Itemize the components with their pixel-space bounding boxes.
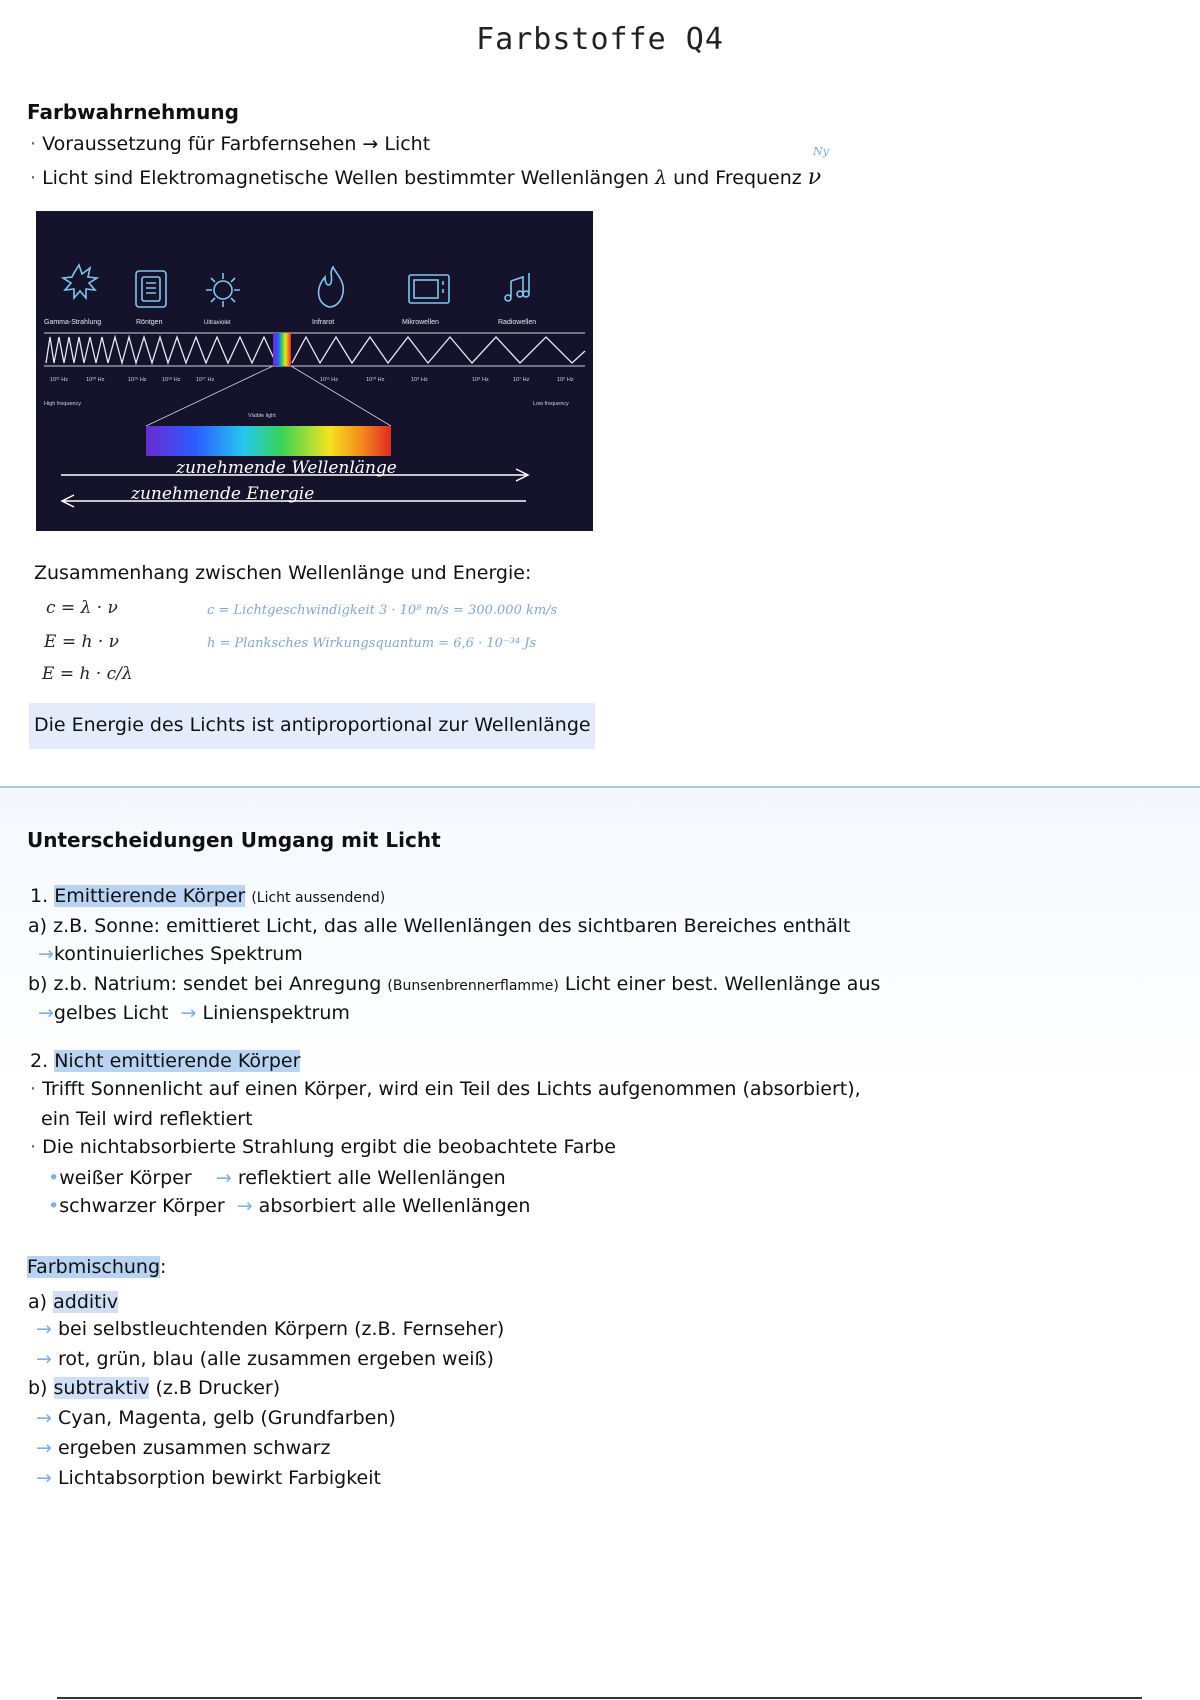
note-lichtgeschwindigkeit: c = Lichtgeschwindigkeit 3 · 10⁸ m/s = 300.000 km/s	[207, 603, 558, 618]
visible-light-label: Visible light	[248, 413, 276, 419]
nu-note: Ny	[813, 145, 829, 158]
svg-text:10¹⁷ Hz: 10¹⁷ Hz	[196, 377, 215, 383]
item1-line: 1. Emittierende Körper (Licht aussendend)	[30, 885, 386, 907]
svg-text:10¹¹ Hz: 10¹¹ Hz	[320, 377, 339, 383]
label-roentgen: Röntgen	[136, 319, 163, 326]
low-frequency-label: Low frequency	[533, 401, 569, 407]
heading-farbwahrnehmung: Farbwahrnehmung	[27, 100, 239, 124]
bullet-line-2: · Licht sind Elektromagnetische Wellen bestimmter Wellenlängen λ und Frequenz ν	[30, 165, 822, 190]
visible-spectrum-bar	[146, 426, 391, 456]
note-wirkungsquantum: h = Planksches Wirkungsquantum = 6,6 · 10⁻³⁴ Js	[207, 636, 537, 651]
heading-zusammenhang: Zusammenhang zwischen Wellenlänge und Energie:	[34, 562, 532, 584]
svg-text:10⁸ Hz: 10⁸ Hz	[472, 377, 489, 383]
item1-a-result: →kontinuierliches Spektrum	[38, 943, 303, 965]
bullet-line-1: · Voraussetzung für Farbfernsehen → Licht	[30, 133, 431, 155]
svg-text:10²¹ Hz: 10²¹ Hz	[50, 377, 69, 383]
additiv-l2: → rot, grün, blau (alle zusammen ergeben weiß)	[36, 1348, 494, 1370]
nu-symbol: ν	[807, 165, 822, 190]
electromagnetic-spectrum-image	[36, 211, 593, 531]
label-infrarot: Infrarot	[312, 319, 335, 326]
item2-white: •weißer Körper → reflektiert alle Wellenlängen	[48, 1167, 506, 1189]
label-ultraviolet: Ultraviolet	[204, 320, 231, 326]
visible-band	[273, 333, 291, 366]
subtraktiv-l2: → ergeben zusammen schwarz	[36, 1437, 331, 1459]
subtraktiv-line: b) subtraktiv (z.B Drucker)	[28, 1377, 281, 1399]
svg-text:10²⁰ Hz: 10²⁰ Hz	[86, 377, 105, 383]
label-gamma: Gamma-Strahlung	[44, 319, 102, 326]
heading-farbmischung: Farbmischung:	[27, 1256, 167, 1278]
spectrum-background	[36, 211, 593, 531]
svg-text:10¹⁹ Hz: 10¹⁹ Hz	[128, 377, 147, 383]
subtraktiv-l3: → Lichtabsorption bewirkt Farbigkeit	[36, 1467, 381, 1489]
svg-text:10⁶ Hz: 10⁶ Hz	[557, 377, 574, 383]
svg-text:10¹⁸ Hz: 10¹⁸ Hz	[162, 377, 181, 383]
item1-b-result: →gelbes Licht → Linienspektrum	[38, 1002, 350, 1024]
additiv-line: a) additiv	[28, 1291, 119, 1313]
formula-e-nu: E = h · ν	[44, 632, 119, 652]
item1-title: Emittierende Körper	[54, 885, 246, 907]
label-mikrowellen: Mikrowellen	[402, 319, 439, 326]
item2-title: Nicht emittierende Körper	[54, 1050, 301, 1072]
svg-text:10⁹ Hz: 10⁹ Hz	[411, 377, 428, 383]
arrow-label-energy: zunehmende Energie	[131, 484, 315, 504]
item2-line: 2. Nicht emittierende Körper	[30, 1050, 301, 1072]
conclusion-box	[29, 703, 595, 749]
item1-b: b) z.b. Natrium: sendet bei Anregung (Bunsenbrennerflamme) Licht einer best. Wellenlänge aus	[28, 973, 881, 995]
item2-p2: · Die nichtabsorbierte Strahlung ergibt die beobachtete Farbe	[30, 1136, 616, 1158]
arrow-label-wavelength: zunehmende Wellenlänge	[176, 458, 397, 478]
conclusion-text: Die Energie des Lichts ist antiproportional zur Wellenlänge	[34, 714, 591, 736]
svg-text:10⁷ Hz: 10⁷ Hz	[513, 377, 530, 383]
formula-c: c = λ · ν	[46, 598, 118, 618]
item2-p1b: ein Teil wird reflektiert	[41, 1108, 253, 1130]
item2-p1: · Trifft Sonnenlicht auf einen Körper, wird ein Teil des Lichts aufgenommen (absorbiert),	[30, 1078, 861, 1100]
footer-rule	[57, 1697, 1142, 1699]
label-radiowellen: Radiowellen	[498, 319, 537, 326]
high-frequency-label: High frequency	[44, 401, 81, 407]
item2-black: •schwarzer Körper → absorbiert alle Wellenlängen	[48, 1195, 531, 1217]
page-title: Farbstoffe Q4	[476, 22, 724, 57]
formula-e-lambda: E = h · c/λ	[42, 664, 133, 684]
section-divider	[0, 786, 1200, 788]
item1-a: a) z.B. Sonne: emittieret Licht, das alle Wellenlängen des sichtbaren Bereiches enthält	[28, 915, 851, 937]
lambda-symbol: λ	[655, 167, 668, 189]
svg-text:10¹⁰ Hz: 10¹⁰ Hz	[366, 377, 385, 383]
additiv-l1: → bei selbstleuchtenden Körpern (z.B. Fernseher)	[36, 1318, 505, 1340]
heading-unterscheidungen: Unterscheidungen Umgang mit Licht	[27, 828, 441, 852]
subtraktiv-l1: → Cyan, Magenta, gelb (Grundfarben)	[36, 1407, 396, 1429]
